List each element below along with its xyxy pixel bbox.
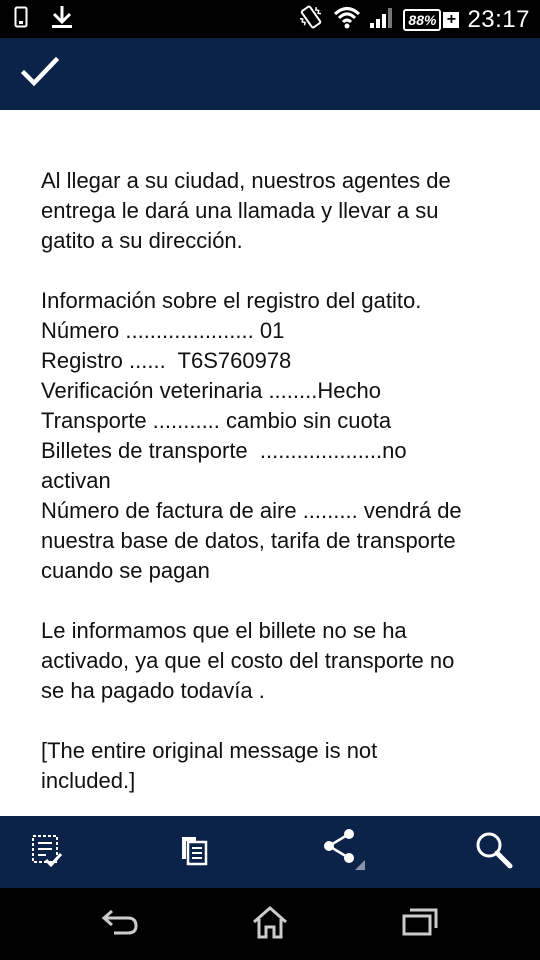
message-paragraph [41,736,511,796]
download-icon [50,4,74,35]
status-bar [0,0,540,38]
message-line: cuando se pagan [41,558,210,583]
message-line: Número ..................... 01 [41,318,285,343]
message-line: Información sobre el registro del gatito. [41,288,422,313]
back-icon [100,907,140,942]
signal-icon [369,5,395,34]
back-button[interactable] [98,904,142,944]
message-line: activado, ya que el costo del transporte no [41,648,455,673]
message-line: included.] [41,768,136,793]
search-icon [474,830,514,875]
share-button[interactable] [322,830,366,874]
message-line: nuestra base de datos, tarifa de transporte [41,528,456,553]
message-line: Transporte ........... cambio sin cuota [41,408,392,433]
charging-plus-icon: + [443,12,459,28]
copy-icon [178,833,210,872]
message-line: entrega le dará una llamada y llevar a su [41,198,439,223]
message-line: gatito a su dirección. [41,228,243,253]
status-time: 23:17 [467,5,530,33]
vibrate-icon [297,4,325,35]
message-line: Número de factura de aire ......... vendrá de [41,498,462,523]
message-line: Registro ...... T6S760978 [41,348,292,373]
message-line: se ha pagado todavía . [41,678,265,703]
home-button[interactable] [248,904,292,944]
wifi-icon [333,5,361,34]
recent-apps-icon [400,907,440,942]
message-line: Al llegar a su ciudad, nuestros agentes de [41,168,451,193]
battery-percent: 88% [403,9,441,31]
confirm-button[interactable] [14,48,66,100]
battery-icon [403,9,459,31]
message-body [41,166,511,816]
search-button[interactable] [472,830,516,874]
sd-card-icon [14,6,28,33]
message-paragraph [41,286,511,586]
message-content [0,110,540,816]
copy-button[interactable] [172,830,216,874]
message-paragraph [41,616,511,706]
select-text-icon [28,832,64,873]
checkmark-icon [21,57,59,92]
message-line: Verificación veterinaria ........Hecho [41,378,381,403]
message-paragraph [41,166,511,256]
message-line: activan [41,468,111,493]
action-bar [0,38,540,110]
message-line: Billetes de transporte ....................no [41,438,407,463]
share-icon [321,828,367,877]
recent-apps-button[interactable] [398,904,442,944]
select-text-button[interactable] [24,830,68,874]
message-line: Le informamos que el billete no se ha [41,618,407,643]
navigation-bar [0,888,540,960]
message-line: [The entire original message is not [41,738,378,763]
home-icon [251,905,289,944]
bottom-toolbar [0,816,540,888]
